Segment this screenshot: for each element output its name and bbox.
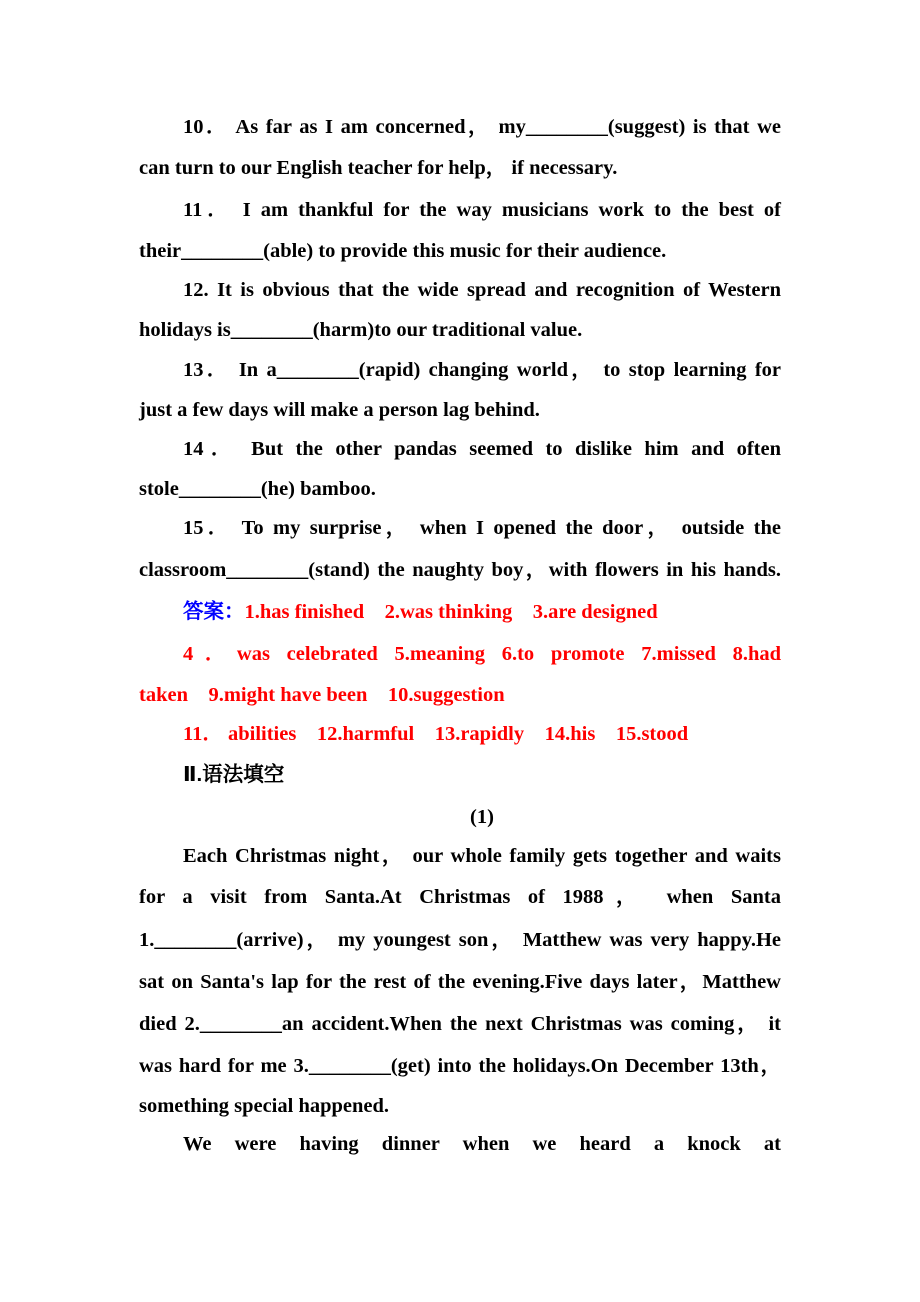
line-text: 12. It is obvious that the wide spread and recognition of Western: [183, 279, 781, 301]
line-text: 4．was celebrated 5.meaning 6.to promote 7.missed 8.had: [183, 643, 781, 665]
text-line: [183, 763, 781, 787]
line-text: (1): [470, 806, 494, 828]
line-text: 11． abilities 12.harmful 13.rapidly 14.his 15.stood: [183, 723, 689, 745]
line-text: their________(able) to provide this music for their audience.: [139, 240, 667, 262]
line-text: classroom________(stand) the naughty boy，with flowers in his hands.: [139, 559, 781, 581]
line-text: something special happened.: [139, 1095, 390, 1117]
line-text: 13． In a________(rapid) changing world， to stop learning for: [183, 359, 781, 381]
text-line: [139, 558, 781, 582]
line-text: taken 9.might have been 10.suggestion: [139, 684, 505, 706]
text-line: [183, 1132, 781, 1156]
line-text: just a few days will make a person lag behind.: [139, 399, 540, 421]
text-line: [139, 1012, 781, 1036]
text-line: [183, 516, 781, 540]
text-line: [139, 805, 825, 829]
text-line: [139, 318, 781, 342]
text-line: [139, 156, 781, 180]
answer-line: [183, 722, 781, 746]
answer-line: [183, 642, 781, 666]
line-text: 15． To my surprise， when I opened the door， outside the: [183, 517, 781, 539]
text-line: [139, 885, 781, 909]
text-line: [139, 477, 781, 501]
line-text: 10． As far as I am concerned， my________(suggest) is that we: [183, 116, 781, 138]
line-text: 1.________(arrive)， my youngest son， Matthew was very happy.He: [139, 929, 781, 951]
answer-label: 答案：: [183, 600, 245, 623]
text-line: [139, 928, 781, 952]
text-line: [183, 358, 781, 382]
text-line: [139, 398, 781, 422]
text-line: [139, 970, 781, 994]
answer-line: [139, 683, 781, 707]
text-line: [183, 278, 781, 302]
line-text: Ⅱ.语法填空: [183, 763, 285, 786]
line-text: sat on Santa's lap for the rest of the evening.Five days later，Matthew: [139, 971, 781, 993]
line-text: 11． I am thankful for the way musicians work to the best of: [183, 199, 781, 221]
line-text: We were having dinner when we heard a knock at: [183, 1133, 781, 1155]
line-text: 14． But the other pandas seemed to dislike him and often: [183, 438, 781, 460]
answer-line: [183, 600, 781, 624]
line-text: stole________(he) bamboo.: [139, 478, 376, 500]
text-line: [139, 239, 781, 263]
text-line: [183, 844, 781, 868]
line-text: Each Christmas night， our whole family gets together and waits: [183, 845, 781, 867]
text-line: [139, 1054, 781, 1078]
line-text: can turn to our English teacher for help， if necessary.: [139, 157, 618, 179]
line-text: died 2.________an accident.When the next Christmas was coming， it: [139, 1013, 781, 1035]
text-line: [139, 1094, 781, 1118]
text-line: [183, 198, 781, 222]
line-text: 1.has finished 2.was thinking 3.are designed: [244, 601, 658, 623]
text-line: [183, 115, 781, 139]
text-line: [183, 437, 781, 461]
line-text: for a visit from Santa.At Christmas of 1988， when Santa: [139, 886, 781, 908]
line-text: holidays is________(harm)to our traditional value.: [139, 319, 583, 341]
line-text: was hard for me 3.________(get) into the holidays.On December 13th，: [139, 1055, 781, 1077]
